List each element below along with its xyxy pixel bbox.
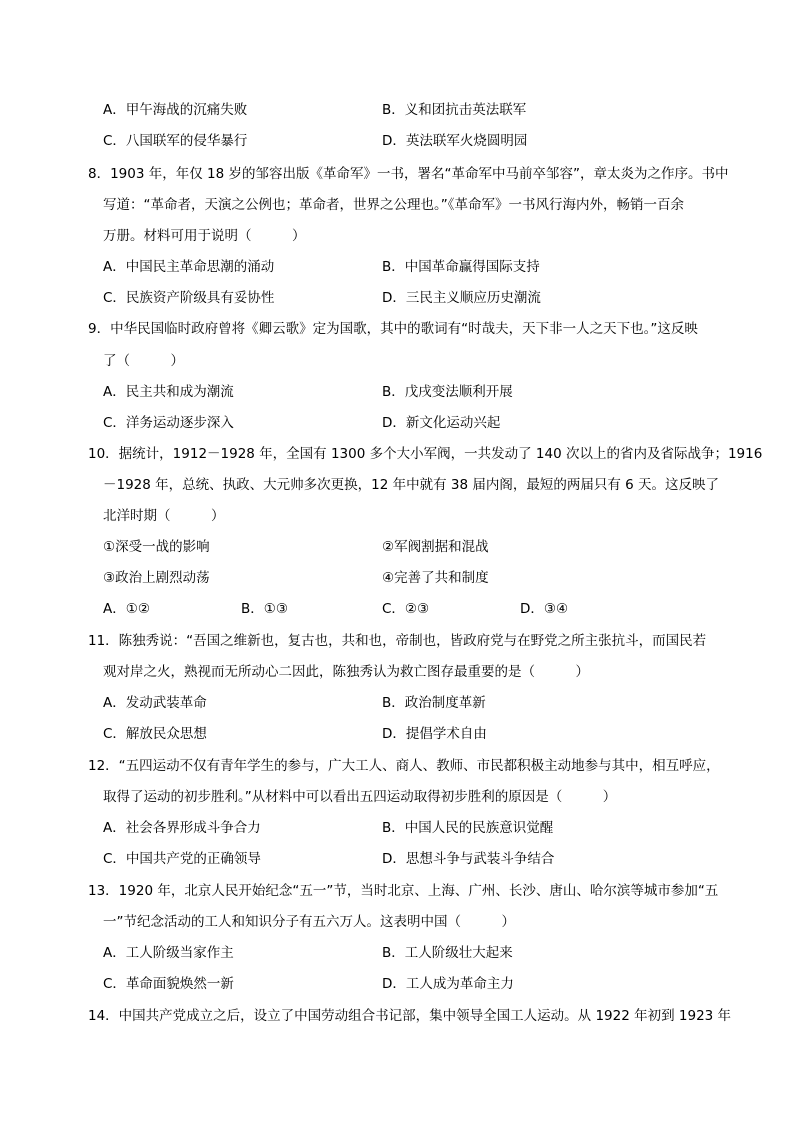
q9-option-a: A．民主共和成为潮流 <box>103 384 234 400</box>
q8-option-a: A．中国民主革命思潮的涌动 <box>103 259 275 275</box>
q13-stem-line2: 一”节纪念活动的工人和知识分子有五六万人。这表明中国（ ） <box>103 914 515 930</box>
q8-option-d: D．三民主义顺应历史潮流 <box>382 290 541 306</box>
q10-option-a: A．①② <box>103 601 150 617</box>
q13-stem-line1: 13．1920 年，北京人民开始纪念“五一”节，当时北京、上海、广州、长沙、唐山、哈尔滨等城市参加“五 <box>88 883 719 899</box>
q13-option-b: B．工人阶级壮大起来 <box>382 945 513 961</box>
q8-stem-line2: 写道：“革命者，天演之公例也；革命者，世界之公理也。”《革命军》一书风行海内外，畅销一百余 <box>103 197 684 213</box>
q8-option-c: C．民族资产阶级具有妥协性 <box>103 290 275 306</box>
q7-option-c: C．八国联军的侵华暴行 <box>103 133 248 149</box>
q12-option-a: A．社会各界形成斗争合力 <box>103 820 261 836</box>
q10-option-c: C．②③ <box>382 601 430 617</box>
q8-stem-line1: 8．1903 年，年仅 18 岁的邹容出版《革命军》一书，署名“革命军中马前卒邹容”，章太炎为之作序。书中 <box>88 166 729 182</box>
q10-option-b: B．①③ <box>241 601 288 617</box>
q7-option-b: B．义和团抗击英法联军 <box>382 102 527 118</box>
q12-stem-line1: 12．“五四运动不仅有青年学生的参与，广大工人、商人、教师、市民都积极主动地参与其中，相互呼应， <box>88 758 720 774</box>
q11-stem-line2: 观对岸之火，熟视而无所动心二因此，陈独秀认为救亡图存最重要的是（ ） <box>103 664 589 680</box>
q11-option-b: B．政治制度革新 <box>382 695 486 711</box>
q12-option-c: C．中国共产党的正确领导 <box>103 851 261 867</box>
q8-stem-line3: 万册。材料可用于说明（ ） <box>103 228 306 244</box>
q9-option-b: B．戊戌变法顺利开展 <box>382 384 513 400</box>
q11-stem-line1: 11．陈独秀说：“吾国之维新也，复古也，共和也，帝制也，皆政府党与在野党之所主张抗斗，而国民若 <box>88 633 707 649</box>
q12-option-d: D．思想斗争与武装斗争结合 <box>382 851 555 867</box>
q10-item-4: ④完善了共和制度 <box>382 570 489 586</box>
q10-item-3: ③政治上剧烈动荡 <box>103 570 210 586</box>
q9-option-d: D．新文化运动兴起 <box>382 415 501 431</box>
q11-option-c: C．解放民众思想 <box>103 726 207 742</box>
q9-option-c: C．洋务运动逐步深入 <box>103 415 234 431</box>
q9-stem-line2: 了（ ） <box>103 353 184 369</box>
q9-stem-line1: 9．中华民国临时政府曾将《卿云歌》定为国歌，其中的歌词有“时哉夫，天下非一人之天下也。”这反映 <box>88 321 698 337</box>
q11-option-a: A．发动武装革命 <box>103 695 207 711</box>
q13-option-d: D．工人成为革命主力 <box>382 976 514 992</box>
q10-stem-line1: 10．据统计，1912－1928 年，全国有 1300 多个大小军阀，一共发动了 140 次以上的省内及省际战争；1916 <box>88 446 763 462</box>
q12-stem-line2: 取得了运动的初步胜利。”从材料中可以看出五四运动取得初步胜利的原因是（ ） <box>103 789 617 805</box>
q8-option-b: B．中国革命赢得国际支持 <box>382 259 540 275</box>
q13-option-a: A．工人阶级当家作主 <box>103 945 234 961</box>
q10-item-2: ②军阀割据和混战 <box>382 539 489 555</box>
q11-option-d: D．提倡学术自由 <box>382 726 487 742</box>
q7-option-a: A．甲午海战的沉痛失败 <box>103 102 248 118</box>
q10-item-1: ①深受一战的影响 <box>103 539 210 555</box>
q12-option-b: B．中国人民的民族意识觉醒 <box>382 820 554 836</box>
q14-stem-line1: 14．中国共产党成立之后，设立了中国劳动组合书记部，集中领导全国工人运动。从 1922 年初到 1923 年 <box>88 1008 732 1024</box>
q13-option-c: C．革命面貌焕然一新 <box>103 976 234 992</box>
q10-stem-line2: －1928 年，总统、执政、大元帅多次更换，12 年中就有 38 届内阁，最短的两届只有 6 天。这反映了 <box>103 477 720 493</box>
q10-stem-line3: 北洋时期（ ） <box>103 508 225 524</box>
q7-option-d: D．英法联军火烧圆明园 <box>382 133 528 149</box>
q10-option-d: D．③④ <box>520 601 569 617</box>
